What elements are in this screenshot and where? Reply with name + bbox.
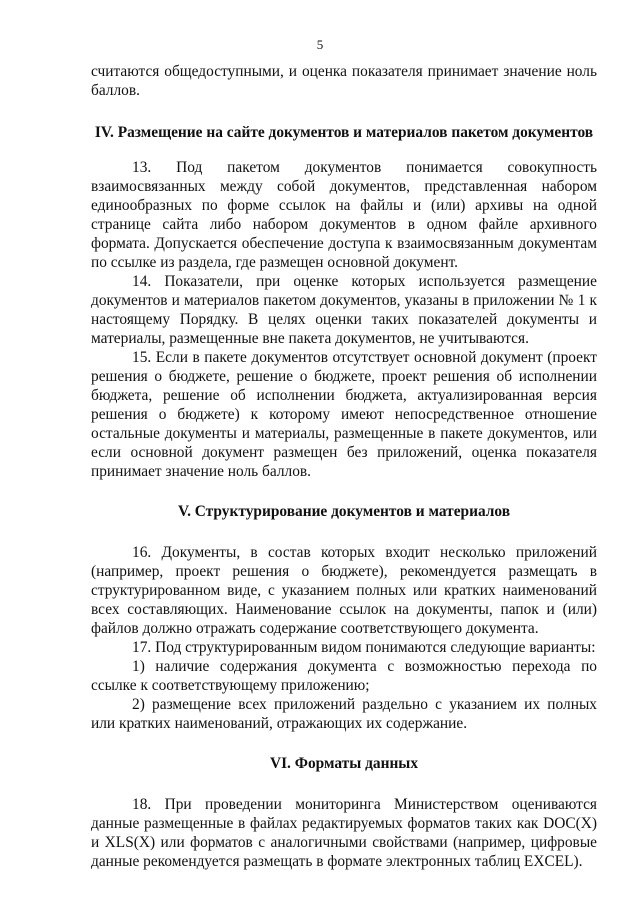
section-vi-heading: VI. Форматы данных (269, 755, 419, 772)
page-content (91, 62, 597, 871)
paragraph-16: 16. Документы, в состав которых входит несколько приложений (например, проект решения о бюджете), рекомендуется размещать в структурированном виде, с указанием полных или кратких наименований всех составляющих. Наименование ссылок на документы, папок и (или) файлов должно отражать содержание соответствующего документа. (91, 544, 597, 637)
list-item-option-1: 1) наличие содержания документа с возможностью перехода по ссылке к соответствующему приложению; (91, 658, 597, 694)
paragraph-18: 18. При проведении мониторинга Министерством оцениваются данные размещенные в файлах редактируемых форматов таких как DOC(X) и XLS(X) или форматов с аналогичными свойствами (например, цифровые данные рекомендуется размещать в формате электронных таблиц EXCEL). (91, 796, 597, 870)
paragraph-15: 15. Если в пакете документов отсутствует основной документ (проект решения о бюджете, решение о бюджете, проект решения об исполнении бюджета, решение об исполнении бюджета, актуализированная версия решения о бюджете) к которому имеют непосредственное отношение остальные документы и материалы, размещенные в пакете документов, или если основной документ размещен без приложений, оценка показателя принимает значение ноль баллов. (91, 349, 597, 480)
section-v-heading: V. Структурирование документов и материалов (177, 503, 511, 520)
paragraph-17: 17. Под структурированным видом понимаются следующие варианты: (132, 639, 596, 656)
paragraph-14: 14. Показатели, при оценке которых используется размещение документов и материалов пакетом документов, указаны в приложении № 1 к настоящему Порядку. В целях оценки таких показателей документы и материалы, размещенные вне пакета документов, не учитываются. (91, 273, 597, 347)
paragraph-13: 13. Под пакетом документов понимается совокупность взаимосвязанных между собой документов, представленная набором единообразных по форме ссылок на файлы и (или) архивы на одной странице сайта либо набором документов в одном файле архивного формата. Допускается обеспечение доступа к взаимосвязанным документам по ссылке из раздела, где размещен основной документ. (91, 159, 597, 271)
list-item-option-2: 2) размещение всех приложений раздельно с указанием их полных или кратких наименований, отражающих их содержание. (91, 696, 597, 732)
page-number: 5 (316, 37, 324, 52)
section-iv-heading: IV. Размещение на сайте документов и материалов пакетом документов (94, 124, 594, 141)
intro-paragraph: считаются общедоступными, и оценка показателя принимает значение ноль баллов. (91, 63, 597, 99)
